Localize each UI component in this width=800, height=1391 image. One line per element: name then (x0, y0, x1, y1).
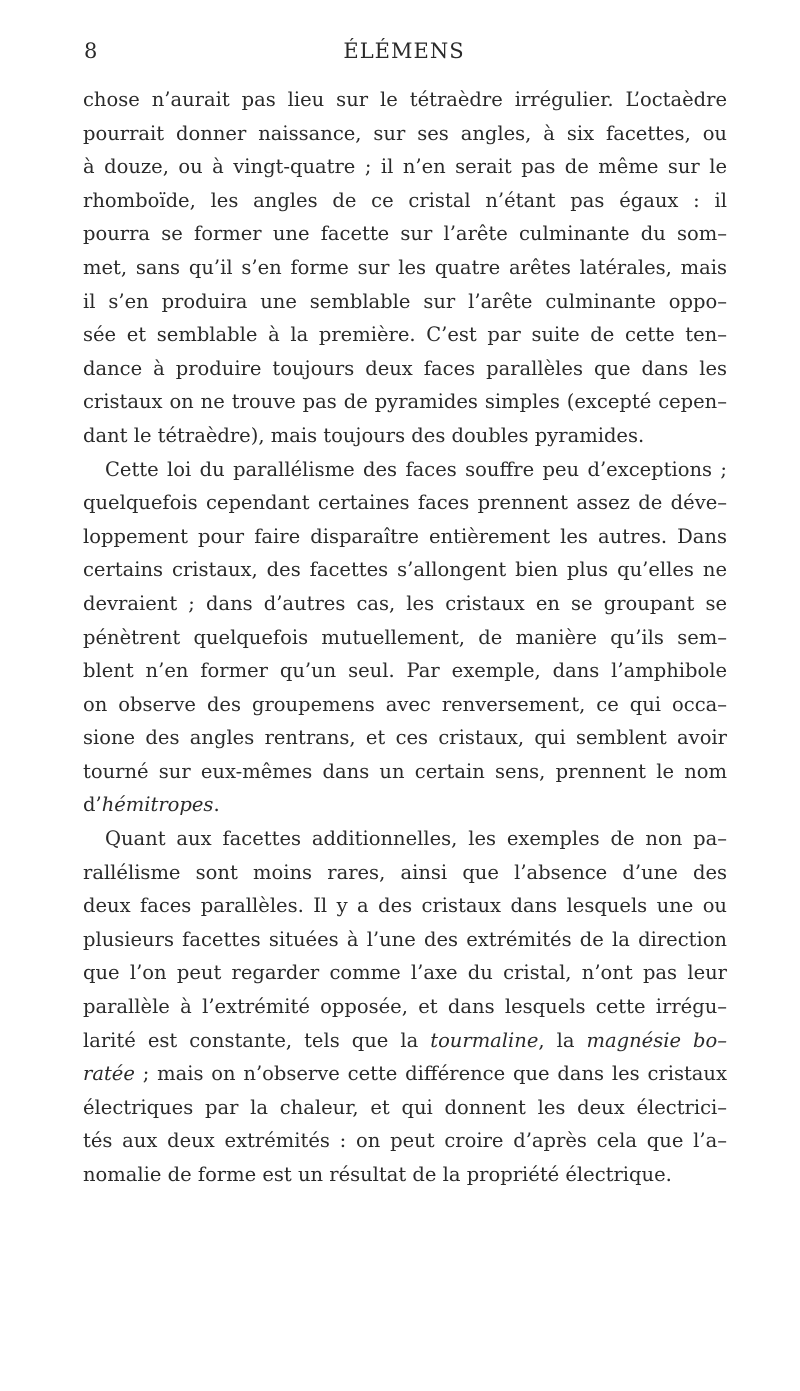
body-text (83, 83, 727, 1192)
text-line: parallèle à l’extrémité opposée, et dans lesquels cette irrégu– (83, 995, 727, 1019)
text-line: d’hémitropes. (83, 793, 220, 817)
italic-term: tourmaline (430, 1028, 539, 1052)
text-line: rhomboïde, les angles de ce cristal n’étant pas égaux : il (83, 188, 727, 212)
text-line: devraient ; dans d’autres cas, les cristaux en se groupant se (83, 591, 727, 615)
text-line: on observe des groupemens avec renversement, ce qui occa– (83, 692, 727, 716)
text-line: Cette loi du parallélisme des faces souffre peu d’exceptions ; (105, 457, 727, 481)
text-line: met, sans qu’il s’en forme sur les quatre arêtes latérales, mais (83, 255, 727, 279)
text-line: dant le tétraèdre), mais toujours des doubles pyramides. (83, 423, 645, 447)
italic-term: ratée (83, 1062, 135, 1086)
text-line: que l’on peut regarder comme l’axe du cristal, n’ont pas leur (83, 961, 727, 985)
text-line: électriques par la chaleur, et qui donnent les deux électrici– (83, 1095, 727, 1119)
text-line: larité est constante, tels que la tourmaline, la magnésie bo– (83, 1028, 727, 1052)
text-line: quelquefois cependant certaines faces prennent assez de déve– (83, 491, 727, 515)
text-line: loppement pour faire disparaître entièrement les autres. Dans (83, 524, 727, 548)
italic-term: magnésie bo– (586, 1028, 727, 1052)
text-line: rallélisme sont moins rares, ainsi que l’absence d’une des (83, 860, 727, 884)
text-line: tourné sur eux-mêmes dans un certain sens, prennent le nom (83, 759, 727, 783)
text-line: sée et semblable à la première. C’est par suite de cette ten– (83, 323, 727, 347)
text-line: il s’en produira une semblable sur l’arête culminante oppo– (83, 289, 727, 313)
text-line: blent n’en former qu’un seul. Par exemple, dans l’amphibole (83, 659, 727, 683)
text-line: dance à produire toujours deux faces parallèles que dans les (83, 356, 727, 380)
text-line: tés aux deux extrémités : on peut croire d’après cela que l’a– (83, 1129, 727, 1153)
italic-term: hémitropes (101, 793, 214, 817)
text-line: sione des angles rentrans, et ces cristaux, qui semblent avoir (83, 726, 727, 750)
text-line: plusieurs facettes situées à l’une des extrémités de la direction (83, 927, 727, 951)
text-line: nomalie de forme est un résultat de la propriété électrique. (83, 1163, 672, 1186)
running-title: ÉLÉMENS (343, 39, 465, 63)
text-line: chose n’aurait pas lieu sur le tétraèdre irrégulier. L’octaèdre (83, 88, 727, 111)
page-number: 8 (84, 39, 98, 63)
text-line: deux faces parallèles. Il y a des cristaux dans lesquels une ou (83, 894, 727, 918)
text-line: Quant aux facettes additionnelles, les exemples de non pa– (105, 827, 727, 851)
text-line: certains cristaux, des facettes s’allongent bien plus qu’elles ne (83, 558, 727, 582)
running-head (84, 36, 724, 66)
text-line: cristaux on ne trouve pas de pyramides simples (excepté cepen– (83, 390, 727, 414)
text-line: pénètrent quelquefois mutuellement, de manière qu’ils sem– (83, 625, 727, 649)
text-line: pourra se former une facette sur l’arête culminante du som– (83, 222, 727, 246)
text-line: pourrait donner naissance, sur ses angles, à six facettes, ou (83, 121, 727, 145)
text-line: ratée ; mais on n’observe cette différence que dans les cristaux (83, 1062, 727, 1086)
text-line: à douze, ou à vingt-quatre ; il n’en serait pas de même sur le (83, 155, 727, 179)
